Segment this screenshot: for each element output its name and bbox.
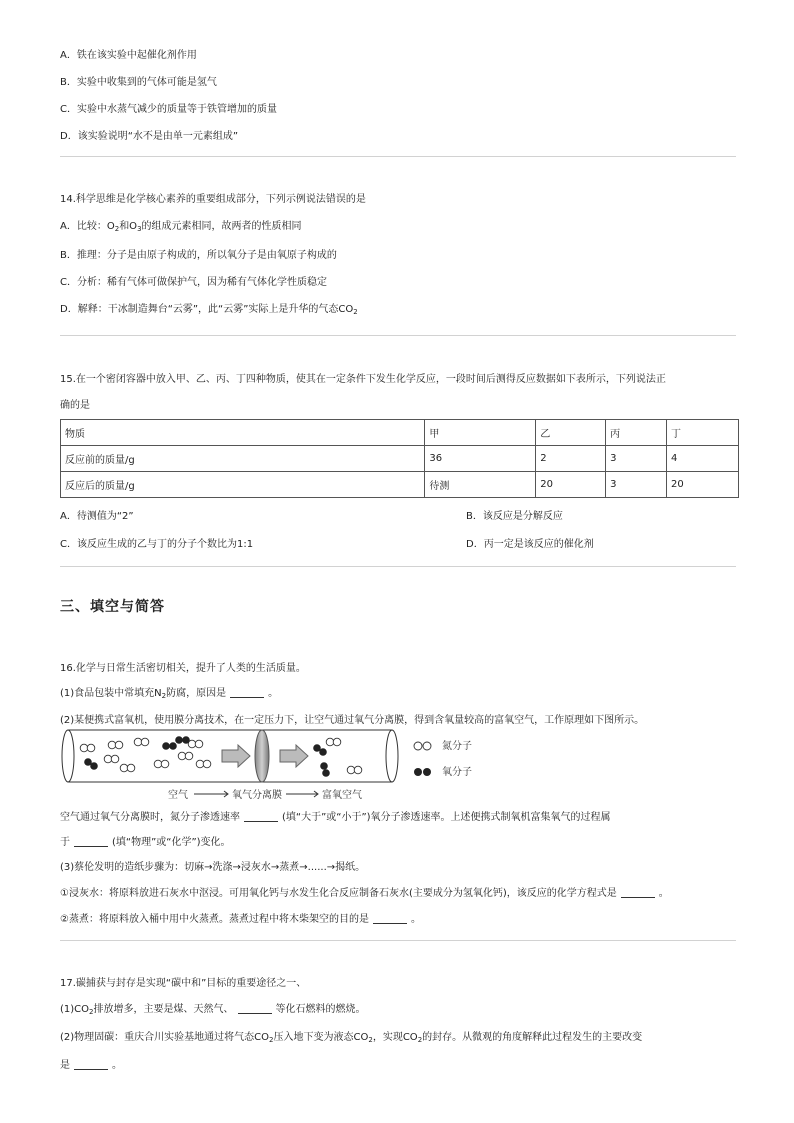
membrane-diagram — [60, 728, 490, 804]
label-membrane: 氧气分离膜 — [232, 790, 282, 801]
q17-part1: $(1)CO_2$排放增多，主要是煤、天然气、 等化石燃料的燃烧。 — [60, 1004, 366, 1016]
nitrogen-molecules — [80, 738, 362, 774]
table-cell: 3 — [606, 472, 667, 498]
separator — [60, 335, 736, 336]
q14-option-d: D．解释：干冰制造舞台“云雾”，此“云雾”实际上是升华的气态$CO_2$ — [60, 304, 358, 316]
q13-option-d: D．该实验说明“水不是由单一元素组成” — [60, 131, 239, 142]
q16-part3-b: ②蒸煮：将原料放入桶中用中火蒸煮。蒸煮过程中将木柴架空的目的是 。 — [60, 914, 421, 925]
membrane — [255, 730, 269, 782]
table-cell: 4 — [667, 446, 739, 472]
table-cell: 待测 — [425, 472, 536, 498]
table-cell: 丁 — [667, 420, 739, 446]
q13-option-a: A．铁在该实验中起催化剂作用 — [60, 50, 197, 61]
q14-option-c: C．分析：稀有气体可做保护气，因为稀有气体化学性质稳定 — [60, 277, 327, 288]
answer-blank — [238, 1003, 272, 1014]
table-row — [61, 420, 739, 446]
q15-stem-line1: 15.在一个密闭容器中放入甲、乙、丙、丁四种物质，使其在一定条件下发生化学反应，一段时间后测得反应数据如下表所示，下列说法正 — [60, 374, 666, 385]
answer-blank — [621, 887, 655, 898]
q15-option-d: D．丙一定是该反应的催化剂 — [466, 539, 594, 550]
label-rich-air: 富氧空气 — [322, 790, 362, 801]
q17-stem: 17.碳捕获与封存是实现“碳中和”目标的重要途径之一、 — [60, 978, 307, 989]
reaction-data-table — [60, 419, 739, 498]
table-cell: 2 — [536, 446, 606, 472]
q13-option-b: B．实验中收集到的气体可能是氢气 — [60, 77, 217, 88]
q16-part1: (1)食品包装中常填充$N_2$防腐，原因是 。 — [60, 688, 279, 700]
table-cell: 反应前的质量/g — [61, 446, 425, 472]
q14-option-b: B．推理：分子是由原子构成的，所以氧分子是由氧原子构成的 — [60, 250, 337, 261]
q16-stem: 16.化学与日常生活密切相关，提升了人类的生活质量。 — [60, 663, 306, 674]
separator — [60, 940, 736, 941]
table-cell: 丙 — [606, 420, 667, 446]
q16-part2-question-b: 于 (填“物理”或“化学”)变化。 — [60, 837, 231, 848]
q16-part3-a: ①浸灰水：将原料放进石灰水中沤浸。可用氧化钙与水发生化合反应制备石灰水(主要成分为氢氧化钙)，该反应的化学方程式是 。 — [60, 888, 669, 899]
table-cell: 3 — [606, 446, 667, 472]
table-cell: 物质 — [61, 420, 425, 446]
answer-blank — [74, 836, 108, 847]
legend-oxygen: 氧分子 — [442, 767, 472, 778]
q16-part3: (3)蔡伦发明的造纸步骤为：切麻→洗涤→浸灰水→蒸煮→......→揭纸。 — [60, 862, 366, 873]
table-row — [61, 446, 739, 472]
table-cell: 反应后的质量/g — [61, 472, 425, 498]
q15-option-b: B．该反应是分解反应 — [466, 511, 563, 522]
flow-arrow-icon — [222, 745, 250, 767]
separator — [60, 566, 736, 567]
flow-arrow-icon — [280, 745, 308, 767]
table-cell: 甲 — [425, 420, 536, 446]
q16-part2: (2)某便携式富氧机，使用膜分离技术，在一定压力下，让空气通过氧气分离膜，得到含氧量较高的富氧空气，工作原理如下图所示。 — [60, 715, 645, 726]
separator — [60, 156, 736, 157]
table-row — [61, 472, 739, 498]
label-air: 空气 — [168, 790, 188, 801]
table-cell: 20 — [667, 472, 739, 498]
answer-blank — [373, 913, 407, 924]
q14-stem: 14.科学思维是化学核心素养的重要组成部分，下列示例说法错误的是 — [60, 194, 366, 205]
section-title: 三、填空与简答 — [60, 599, 165, 615]
q15-stem-line2: 确的是 — [60, 400, 90, 411]
q17-part2-end: 是 。 — [60, 1060, 122, 1071]
legend — [414, 739, 472, 778]
q13-option-c: C．实验中水蒸气减少的质量等于铁管增加的质量 — [60, 104, 277, 115]
q15-option-c: C．该反应生成的乙与丁的分子个数比为1:1 — [60, 539, 254, 550]
answer-blank — [244, 811, 278, 822]
table-cell: 36 — [425, 446, 536, 472]
q14-option-a: A．比较：$O_2$和$O_3$的组成元素相同，故两者的性质相同 — [60, 221, 302, 233]
q15-option-a: A．待测值为“2” — [60, 511, 134, 522]
answer-blank — [230, 687, 264, 698]
q17-part2: (2)物理固碳：重庆合川实验基地通过将气态$CO_2$压入地下变为液态$CO_2$，实现$CO_2$的封存。从微观的角度解释此过程发生的主要改变 — [60, 1032, 643, 1044]
legend-nitrogen: 氮分子 — [442, 741, 472, 752]
table-cell: 乙 — [536, 420, 606, 446]
q16-part2-question-a: 空气通过氧气分离膜时，氮分子渗透速率 (填“大于”或“小于”)氧分子渗透速率。上述便携式制氧机富集氧气的过程属 — [60, 812, 611, 823]
answer-blank — [74, 1059, 108, 1070]
table-cell: 20 — [536, 472, 606, 498]
